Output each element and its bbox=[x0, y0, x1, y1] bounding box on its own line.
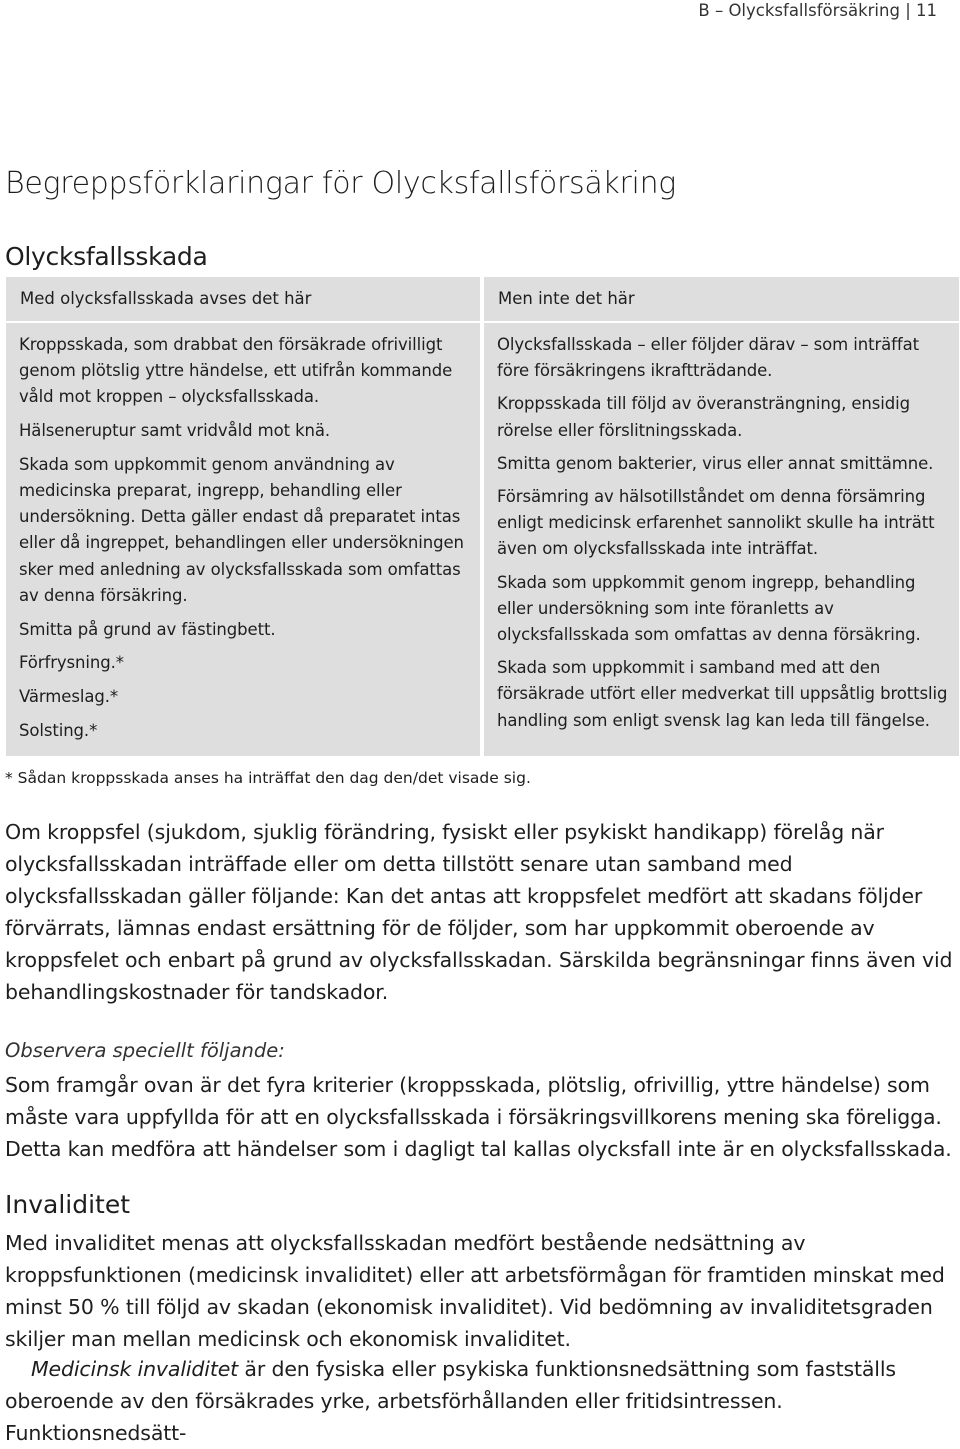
observe-label: Observera speciellt följande: bbox=[5, 1039, 285, 1062]
covered-list bbox=[19, 332, 470, 751]
footnote: * Sådan kroppsskada anses ha inträffat den dag den/det visade sig. bbox=[5, 769, 531, 787]
body-paragraph-kroppsfel bbox=[5, 816, 960, 1009]
list-item: Smitta på grund av fästingbett. bbox=[19, 619, 276, 639]
body-paragraph-invaliditet bbox=[5, 1227, 960, 1355]
list-item: Skada som uppkommit i samband med att den försäkrade utfört eller medverkat till uppsåtlig brottslig handling som enligt svensk lag kan leda till fängelse. bbox=[497, 658, 948, 730]
body-paragraph-observe bbox=[5, 1069, 960, 1165]
list-item: Värmeslag.* bbox=[19, 686, 118, 706]
list-item: Kroppsskada, som drabbat den försäkrade ofrivilligt genom plötslig yttre händelse, ett utifrån kommande våld mot kroppen – olycksfallsskada. bbox=[19, 335, 453, 407]
list-item: Skada som uppkommit genom användning av medicinska preparat, ingrepp, behandling eller undersökning. Detta gäller endast då preparatet intas eller då ingreppet, behandlingen eller undersökningen sker med anledning av olycksfallsskada som omfattas av denna försäkring. bbox=[19, 454, 464, 605]
list-item: Kroppsskada till följd av överansträngning, ensidig rörelse eller förslitningsskada. bbox=[497, 394, 910, 440]
term-definition: är den fysiska eller psykiska funktionsnedsättning som fastställs oberoende av den försäkrades yrke, arbetsförhållanden eller fritidsintressen. Funktionsnedsätt- bbox=[5, 1357, 896, 1446]
paragraph-text: Om kroppsfel (sjukdom, sjuklig förändring, fysiskt eller psykiskt handikapp) förelåg när olycksfallsskadan inträffade eller om detta tillstött senare utan samband med olycksfallsskadan gäller följande: Kan det antas att kroppsfelet medfört att skadans följder förvärrats, lämnas endast ersättning för de följder, som har uppkommit oberoende av kroppsfelet och enbart på grund av olycksfallsskadan. Särskilda begränsningar finns även vid behandlingskostnader för tandskador. bbox=[5, 820, 953, 1005]
table-header-left-label: Med olycksfallsskada avses det här bbox=[20, 289, 312, 308]
page-header: B – Olycksfallsförsäkring | 11 bbox=[698, 1, 937, 20]
excluded-list bbox=[497, 332, 949, 741]
section-heading-invaliditet: Invaliditet bbox=[5, 1190, 131, 1219]
table-cell-left bbox=[6, 323, 480, 756]
section-heading-olycksfallsskada: Olycksfallsskada bbox=[5, 242, 208, 271]
page-title: Begreppsförklaringar för Olycksfallsförsäkring bbox=[5, 166, 676, 201]
paragraph-text: Som framgår ovan är det fyra kriterier (kroppsskada, plötslig, ofrivillig, yttre händelse) som måste vara uppfyllda för att en olycksfallsskada i försäkringsvillkorens mening ska föreligga. Detta kan medföra att händelser som i dagligt tal kallas olycksfall inte är en olycksfallsskada. bbox=[5, 1073, 952, 1162]
list-item: Smitta genom bakterier, virus eller annat smittämne. bbox=[497, 453, 934, 473]
term-medicinsk-invaliditet: Medicinsk invaliditet bbox=[31, 1357, 239, 1381]
table-cell-right bbox=[484, 323, 959, 756]
list-item: Förfrysning.* bbox=[19, 653, 124, 673]
table-header-right-label: Men inte det här bbox=[498, 289, 635, 308]
list-item: Försämring av hälsotillståndet om denna försämring enligt medicinsk erfarenhet sannolikt skulle ha inträtt även om olycksfallsskada inte inträffat. bbox=[497, 487, 935, 559]
list-item: Olycksfallsskada – eller följder därav – som inträffat före försäkringens ikraftträdande. bbox=[497, 335, 919, 381]
list-item: Solsting.* bbox=[19, 720, 98, 740]
list-item: Skada som uppkommit genom ingrepp, behandling eller undersökning som inte föranletts av olycksfallsskada som omfattas av denna försäkring. bbox=[497, 572, 921, 645]
paragraph-text bbox=[5, 1353, 960, 1449]
list-item: Hälseneruptur samt vridvåld mot knä. bbox=[19, 421, 331, 441]
table-header-right bbox=[484, 277, 959, 321]
paragraph-text: Med invaliditet menas att olycksfallsskadan medfört bestående nedsättning av kroppsfunktionen (medicinsk invaliditet) eller att arbetsförmågan för framtiden minskat med minst 50 % till följd av skadan (ekonomisk invaliditet). Vid bedömning av invaliditetsgraden skiljer man mellan medicinsk och ekonomisk invaliditet. bbox=[5, 1231, 945, 1352]
body-paragraph-medicinsk bbox=[5, 1353, 960, 1449]
table-header-left bbox=[6, 277, 480, 321]
